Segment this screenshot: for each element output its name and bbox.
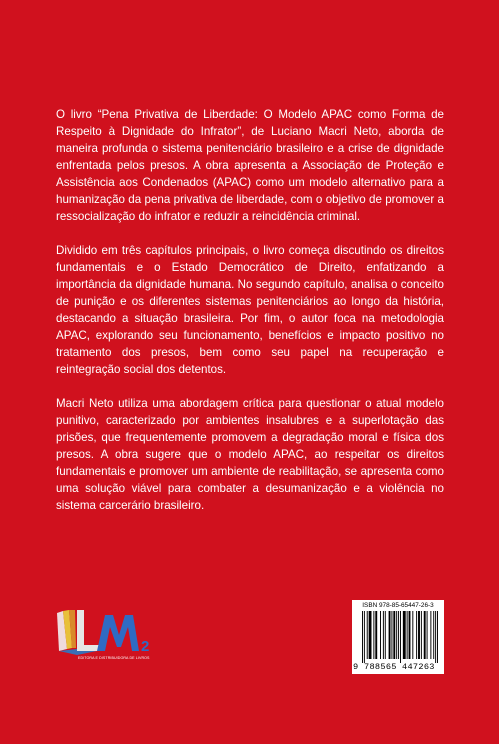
synopsis-paragraph-1: O livro “Pena Privativa de Liberdade: O Modelo APAC como Forma de Respeito à Dignidade do Infrator”, de Luciano Macri Neto, aborda de maneira profunda o sistema penitenciário brasileiro e a crise de dignidade enfrentada pelos presos. A obra apresenta a Associação de Proteção e Assistência aos Condenados (APAC) como um modelo alternativo para a humanização da pena privativa de liberdade, com o objetivo de promover a ressocialização do infrator e reduzir a reincidência criminal. [56,108,444,223]
barcode-bar [416,611,417,659]
back-cover-synopsis [56,106,444,531]
publisher-caption: EDITORA E DISTRIBUIDORA DE LIVROS [78,656,150,660]
barcode-bar [412,611,413,659]
barcode-digits-group-1: 788565 [364,662,397,672]
isbn-barcode-panel [352,600,444,674]
barcode-digits-group-2: 447263 [402,662,435,672]
barcode-bar [427,611,428,659]
barcode-icon [356,611,440,663]
barcode-bar [369,611,372,659]
barcode-bar [421,611,422,659]
barcode-bar [383,611,384,659]
barcode-bar [433,611,434,659]
barcode-bar [398,611,399,659]
barcode-bar [407,611,408,659]
barcode-bar [375,611,377,659]
barcode-bar [435,611,436,663]
barcode-bar [389,611,391,659]
barcode-bar [391,611,392,659]
barcode-bar [393,611,395,659]
barcode-bar [396,611,397,659]
barcode-bar [403,611,406,659]
isbn-label: ISBN 978-85-65447-26-3 [362,602,434,609]
barcode-bar [424,611,426,659]
barcode-digit-lead: 9 [353,662,359,672]
synopsis-paragraph-3: Macri Neto utiliza uma abordagem crítica para questionar o atual modelo punitivo, caracterizado por ambientes insalubres e a superlotação das prisões, que frequentemente promovem a degradação moral e física dos presos. A obra sugere que o modelo APAC, ao respeitar os direitos fundamentais e promover um ambiente de reabilitação, se apresenta como uma solução viável para combater a desumanização e a violência no sistema carcerário brasileiro. [56,397,444,512]
barcode-bar [437,611,438,663]
barcode-bar [400,611,401,663]
barcode-bar [364,611,365,663]
barcode-bar [380,611,381,659]
barcode-bar [409,611,411,659]
barcode-bar [367,611,368,659]
barcode-bar [418,611,420,659]
barcode-bar [430,611,431,659]
logo-superscript-2: 2 [141,638,150,655]
barcode-bar [362,611,363,663]
synopsis-paragraph-2: Dividido em três capítulos principais, o livro começa discutindo os direitos fundamentais e o Estado Democrático de Direito, enfatizando a importância da dignidade humana. No segundo capítulo, analisa o conceito de punição e os diferentes sistemas penitenciários ao longo da história, destacando a situação brasileira. Por fim, o autor foca na metodologia APAC, explorando seu funcionamento, benefícios e impacto positivo no tratamento dos presos, bem como seu papel na recuperação e reintegração social dos detentos. [56,244,444,376]
barcode-bar [385,611,386,659]
barcode-bar [373,611,374,659]
publisher-logo [55,605,180,665]
